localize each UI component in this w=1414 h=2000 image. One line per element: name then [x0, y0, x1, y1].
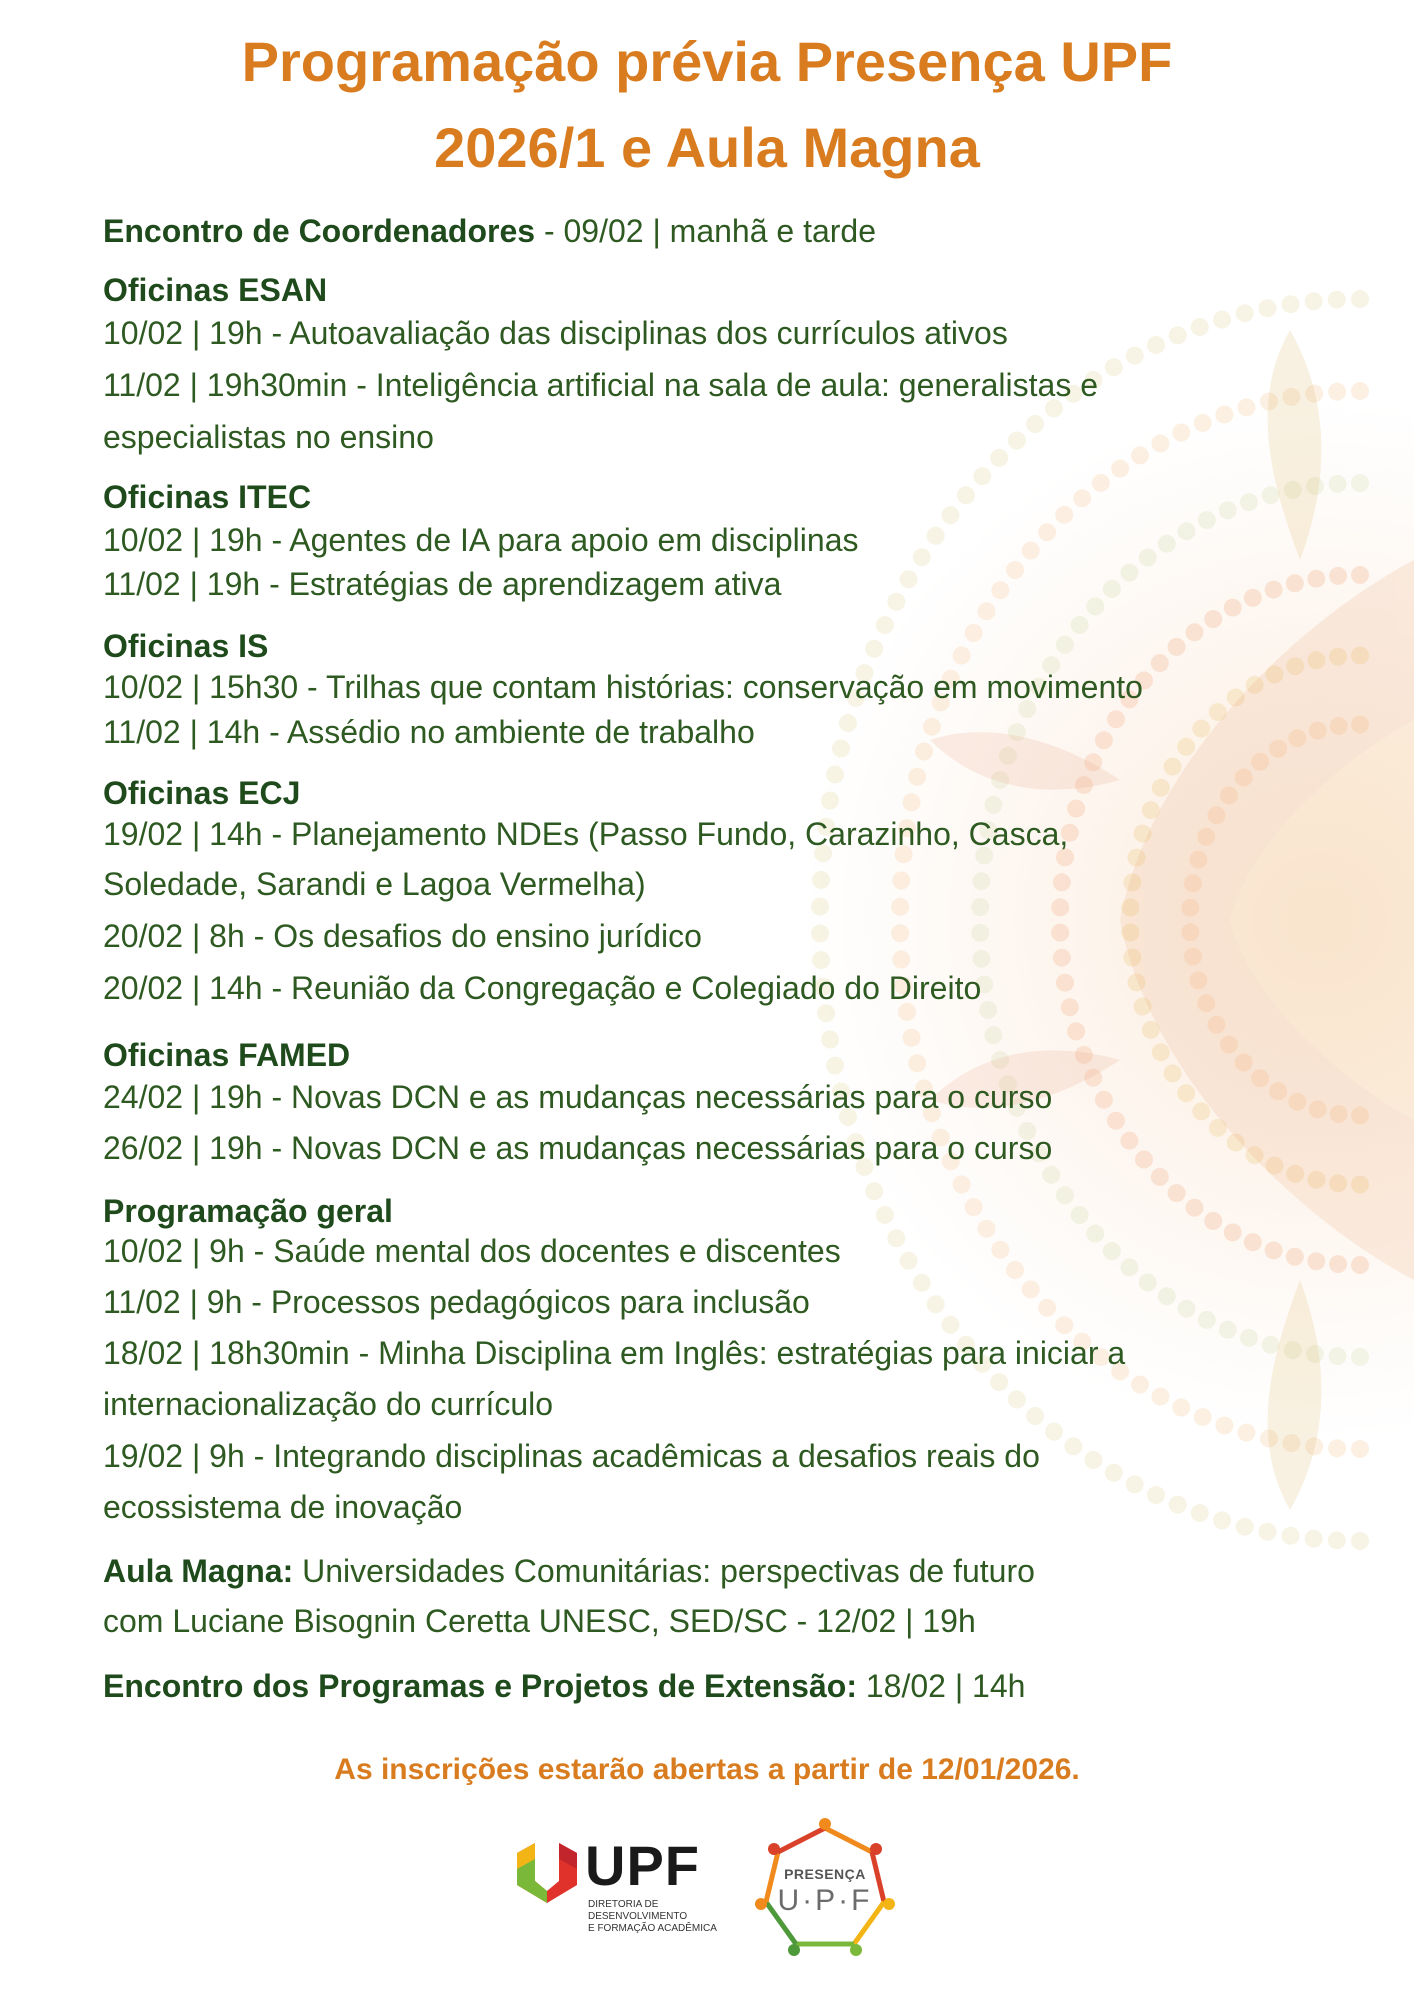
upf-shield-icon [515, 1841, 579, 1905]
list-item: 19/02 | 9h - Integrando disciplinas acadêmicas a desafios reais do [103, 1438, 1040, 1474]
aula-magna-line1 [103, 1550, 1333, 1592]
list-item: 10/02 | 19h - Agentes de IA para apoio em disciplinas [103, 522, 859, 558]
list-item: ecossistema de inovação [103, 1489, 463, 1525]
presenca-logo-line2: U·P·F [777, 1884, 873, 1917]
upf-logo [515, 1831, 715, 1941]
list-item: 18/02 | 18h30min - Minha Disciplina em Inglês: estratégias para iniciar a [103, 1335, 1126, 1371]
aula-magna-detail: Universidades Comunitárias: perspectivas de futuro [293, 1553, 1035, 1589]
list-item: 11/02 | 19h - Estratégias de aprendizagem ativa [103, 566, 782, 602]
oficinas-esan-heading: Oficinas ESAN [103, 272, 328, 308]
aula-magna-line2: com Luciane Bisognin Ceretta UNESC, SED/SC - 12/02 | 19h [103, 1603, 976, 1639]
presenca-upf-logo [750, 1814, 900, 1964]
oficinas-ecj-heading: Oficinas ECJ [103, 775, 301, 811]
footer-logos [0, 1806, 1414, 1986]
oficinas-itec-heading: Oficinas ITEC [103, 479, 312, 515]
encontro-coordenadores [103, 210, 1333, 252]
oficinas-famed-heading: Oficinas FAMED [103, 1037, 351, 1073]
list-item: 26/02 | 19h - Novas DCN e as mudanças necessárias para o curso [103, 1130, 1053, 1166]
list-item: 20/02 | 8h - Os desafios do ensino jurídico [103, 918, 702, 954]
encontro-extensao-detail: 18/02 | 14h [856, 1668, 1026, 1704]
aula-magna-label: Aula Magna: [103, 1553, 294, 1589]
list-item: 10/02 | 9h - Saúde mental dos docentes e discentes [103, 1233, 841, 1269]
encontro-coordenadores-label: Encontro de Coordenadores [103, 213, 536, 249]
page-title-line2: 2026/1 e Aula Magna [434, 116, 980, 179]
presenca-logo-line1: PRESENÇA [784, 1866, 866, 1882]
encontro-extensao-label: Encontro dos Programas e Projetos de Extensão: [103, 1668, 857, 1704]
encontro-coordenadores-detail: - 09/02 | manhã e tarde [535, 213, 877, 249]
list-item: internacionalização do currículo [103, 1386, 554, 1422]
page-title-line1: Programação prévia Presença UPF [241, 30, 1173, 93]
list-item: 11/02 | 19h30min - Inteligência artificial na sala de aula: generalistas e [103, 367, 1098, 403]
programacao-geral-heading: Programação geral [103, 1193, 393, 1229]
encontro-extensao [103, 1665, 1333, 1707]
list-item: 20/02 | 14h - Reunião da Congregação e Colegiado do Direito [103, 970, 982, 1006]
list-item: 11/02 | 14h - Assédio no ambiente de trabalho [103, 714, 755, 750]
list-item: especialistas no ensino [103, 419, 434, 455]
upf-logo-name: UPF [585, 1834, 700, 1897]
list-item: Soledade, Sarandi e Lagoa Vermelha) [103, 866, 646, 902]
list-item: 19/02 | 14h - Planejamento NDEs (Passo Fundo, Carazinho, Casca, [103, 816, 1069, 852]
list-item: 24/02 | 19h - Novas DCN e as mudanças necessárias para o curso [103, 1079, 1053, 1115]
upf-logo-subtitle: DIRETORIA DE DESENVOLVIMENTO E FORMAÇÃO ACADÊMICA [588, 1899, 717, 1934]
list-item: 10/02 | 19h - Autoavaliação das disciplinas dos currículos ativos [103, 315, 1008, 351]
list-item: 10/02 | 15h30 - Trilhas que contam histórias: conservação em movimento [103, 669, 1143, 705]
oficinas-is-heading: Oficinas IS [103, 628, 269, 664]
list-item: 11/02 | 9h - Processos pedagógicos para inclusão [103, 1284, 810, 1320]
registration-notice: As inscrições estarão abertas a partir de 12/01/2026. [334, 1753, 1080, 1786]
